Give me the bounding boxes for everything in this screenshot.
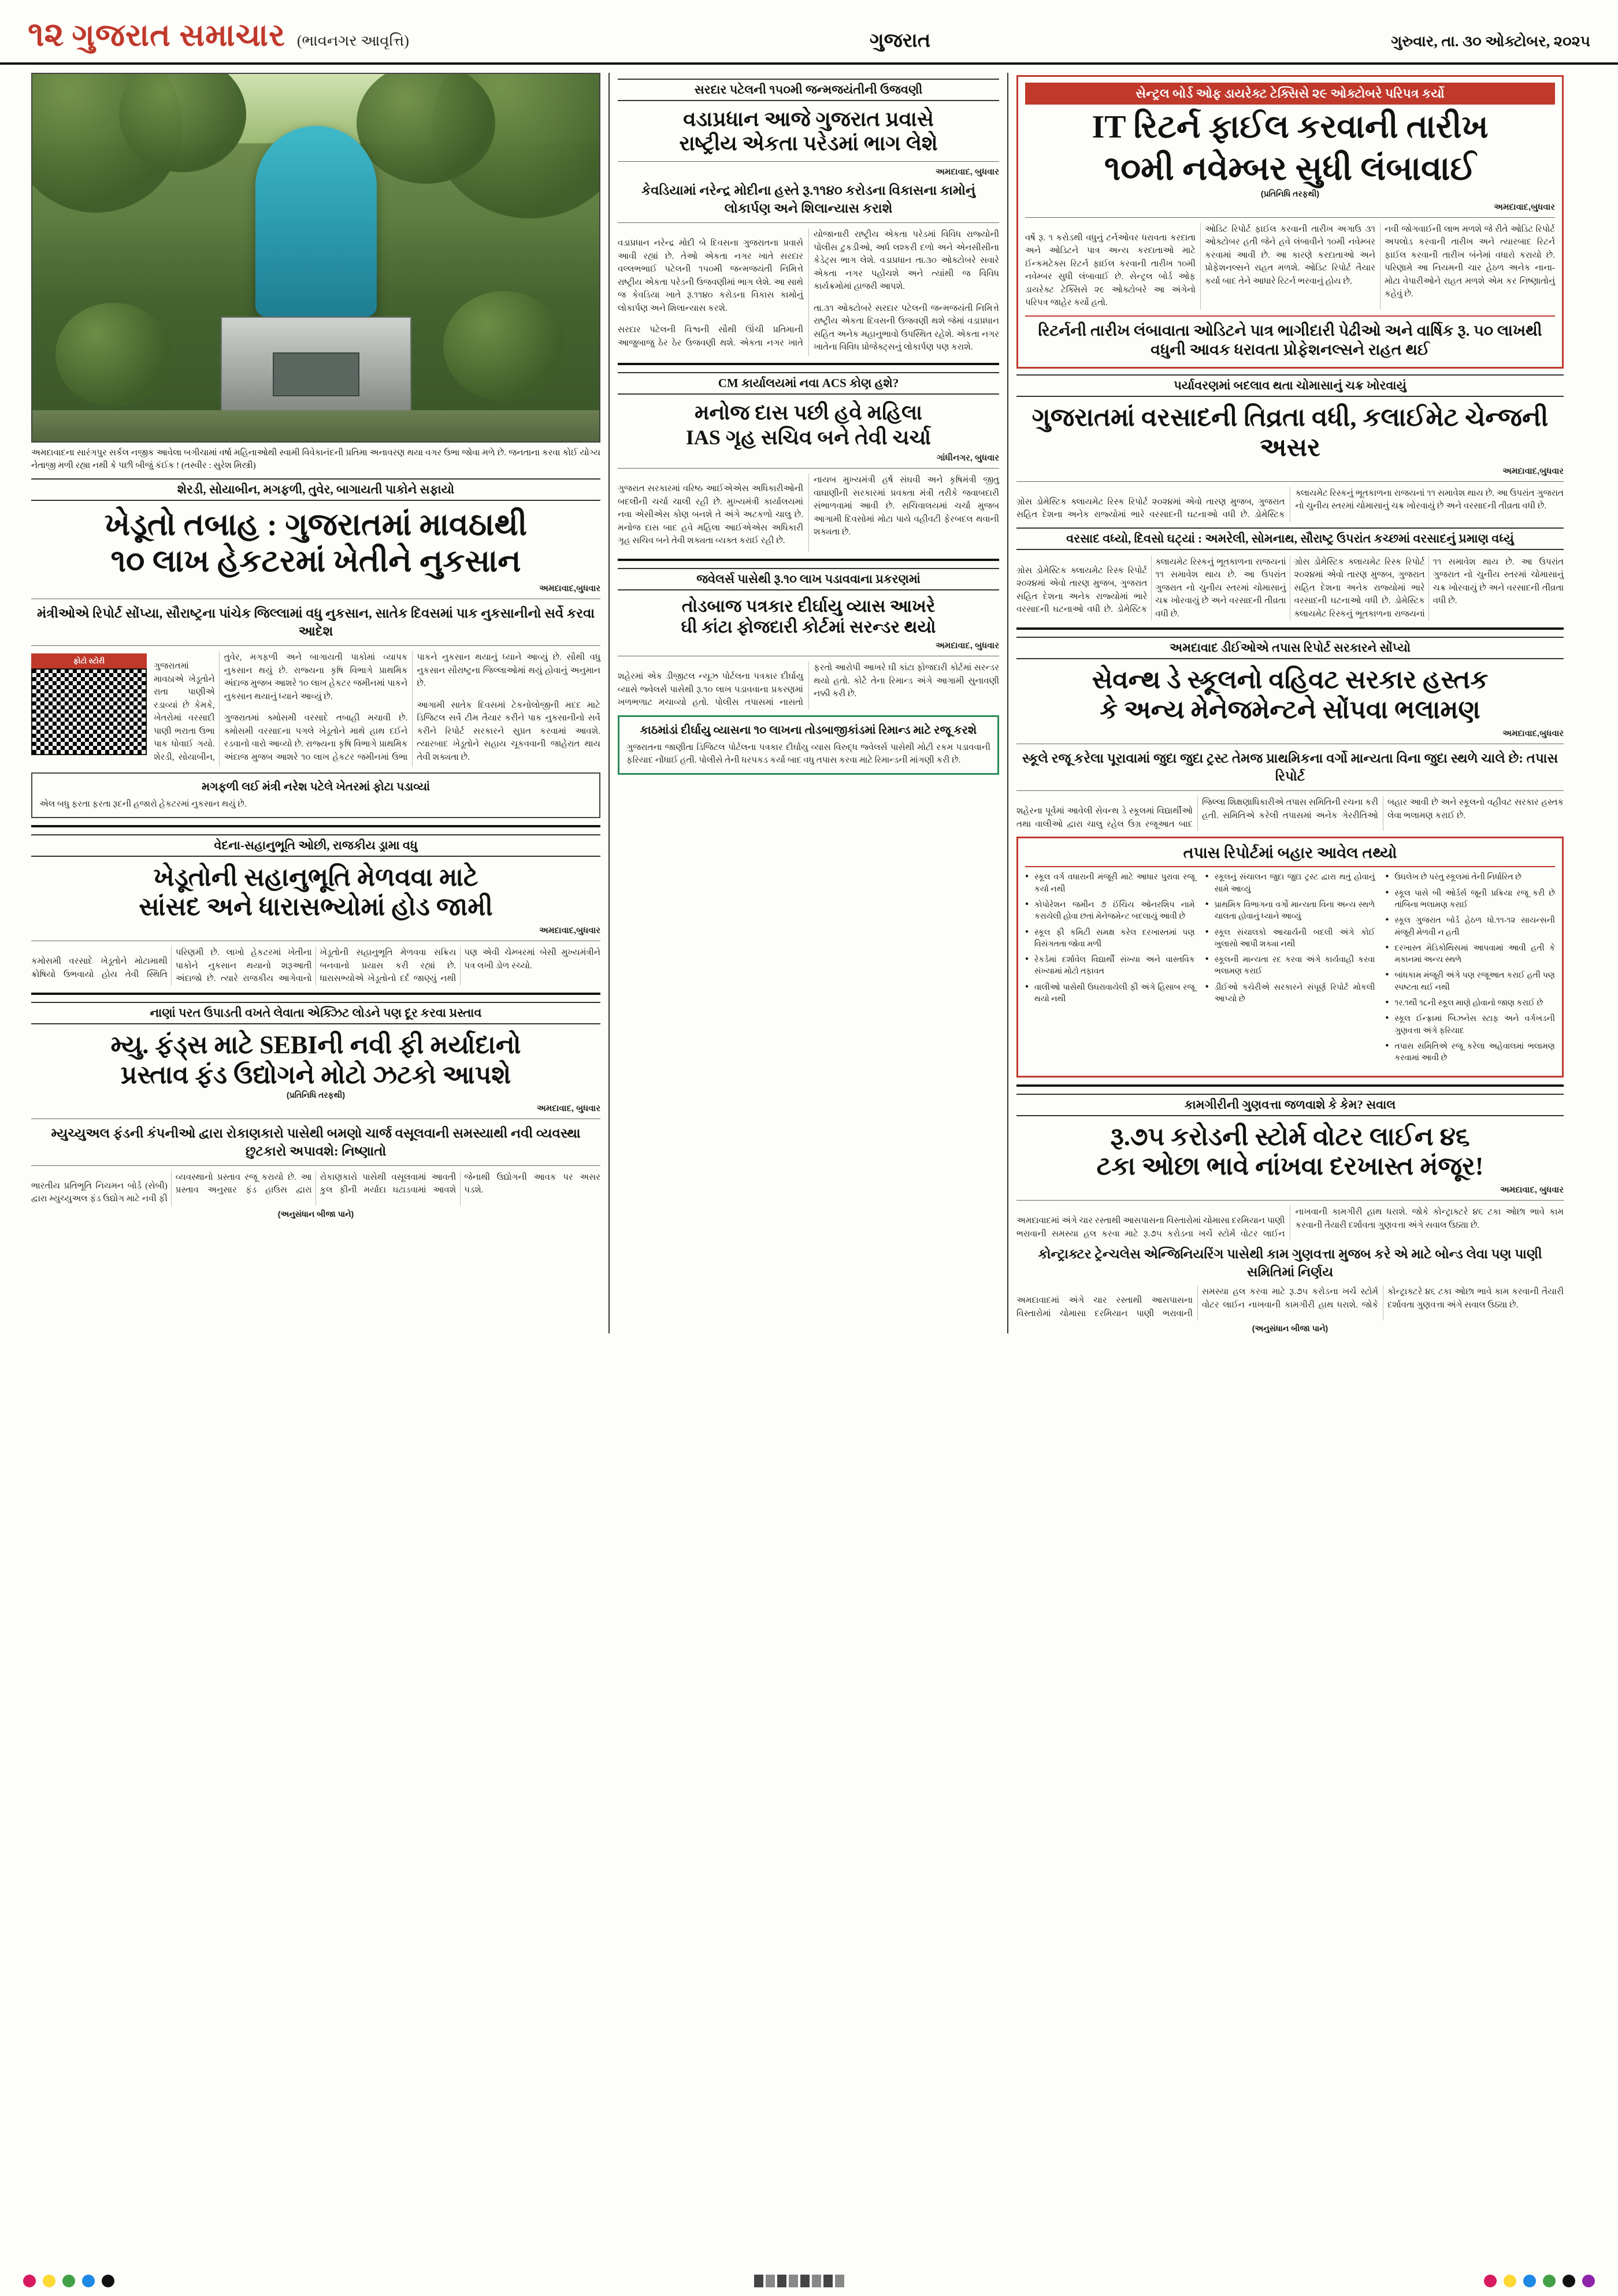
subhead-farmers: મંત્રીઓએ રિપોર્ટ સોંપ્યા, સૌરાષ્ટ્રના પાંચેક જિલ્લામાં વધુ નુકસાન, સાતેક દિવસમાં પાક નુકસાનીનો સર્વે કરવા આદેશ xyxy=(36,605,595,638)
page-number: ૧૨ xyxy=(28,16,64,53)
kicker-pm-visit: સરદાર પટેલની ૧૫૦મી જન્મજયંતીની ઉજવણી xyxy=(618,79,999,101)
list-item: ● સ્કૂલ વર્ગ વધારાની મંજૂરી માટે આધાર પુરાવા રજૂ કર્યા નથી xyxy=(1025,872,1195,896)
headline-farmers-line2: ૧૦ લાખ હેકટરમાં ખેતીને નુકસાન xyxy=(110,544,521,579)
inquiry-findings-list-3 xyxy=(1385,872,1555,1068)
article-paragraph: સરદાર પટેલની વિશ્વની સૌથી ઊંચી પ્રતિમાની આજુબાજુ ઠેર ઠેર ઉજવણી થશે. એકતા નગર ખાતે યોજાનારી રાષ્ટ્રીય એકતા પરેડમાં વિવિધ રાજ્યોની પોલીસ ટુકડીઓ, અર્ધ લશ્કરી દળો અને એનસીસીના કેડેટ્સ ભાગ લેશે. વડાપ્રધાન તા.૩૦ ઓક્ટોબરે સવારે એકતા નગર પહોંચશે અને ત્યાંથી જ વિવિધ કાર્યક્રમોમાં હાજરી આપશે. xyxy=(618,230,999,348)
article-journalist-body xyxy=(618,662,999,709)
kicker-storm-line: કામગીરીની ગુણવત્તા જળવાશે કે કેમ? સવાલ xyxy=(1016,1094,1564,1116)
qr-code-icon[interactable] xyxy=(31,668,147,755)
kicker-farmers: શેરડી, સોયાબીન, મગફળી, તુવેર, બાગાયતી પાકોને સફાયો xyxy=(31,478,600,501)
box-minister-head: મગફળી લઈ મંત્રી નરેશ પટેલે ખેતરમાં ફોટા પડાવ્યાં xyxy=(201,781,431,794)
article-politics-body xyxy=(31,946,600,986)
article-school-body xyxy=(1016,796,1564,831)
list-item: ● સ્કૂલની માન્યતા રદ કરવા અંગે કાર્યવાહી કરવા ભલામણ કરાઈ xyxy=(1205,954,1375,978)
headline-school-line2: કે અન્ય મેનેજમેન્ટને સોંપવા ભલામણ xyxy=(1100,696,1480,725)
it-footer-highlight: રિટર્નની તારીખ લંબાવાતા ઓડિટને પાત્ર ભાગીદારી પેઢીઓ અને વાર્ષિક રૂ. ૫૦ લાખથી વધુની આવક ધરાવતા પ્રોફેશનલ્સને રાહત થઈ xyxy=(1025,315,1555,361)
article-paragraph: ઓડિટ રિપોર્ટ ફાઈલ કરવાની તારીખ અગાઉ ૩૧ ઓક્ટોબર હતી જેને હવે લંબાવીને ૧૦મી નવેમ્બર કરવામાં આવી છે. આ કારણે કરદાતાઓ અને પ્રોફેશનલ્સને રાહત મળશે. ઓડિટ રિપોર્ટ તૈયાર કર્યા બાદ તેને આધારે રિટર્ન ભરવાનું હોય છે. xyxy=(1205,224,1375,286)
lead-photo-block xyxy=(31,73,600,473)
headline-pm-line1: વડાપ્રધાન આજે ગુજરાત પ્રવાસે xyxy=(683,107,934,131)
headline-politics-line2: સાંસદ અને ધારાસભ્યોમાં હોડ જામી xyxy=(139,893,493,922)
subhead-pm: કેવડિયામાં નરેન્દ્ર મોદીના હસ્તે રૂ.૧૧૪૦ કરોડના વિકાસના કામોનું લોકાર્પણ અને શિલાન્યાસ કરાશે xyxy=(641,183,975,216)
list-item: ● રેકર્ડમાં દર્શાવેલ વિદ્યાર્થી સંખ્યા અને વાસ્તવિક સંખ્યામાં મોટો તફાવત xyxy=(1025,954,1195,978)
list-item: ● સ્કૂલ સંચાલકો આચાર્યની બદલી અંગે કોઈ ખુલાસો આપી શક્યા નથી xyxy=(1205,927,1375,951)
headline-storm-line1: રૂ.૭૫ કરોડની સ્ટોર્મ વોટર લાઈન ૪૬ xyxy=(1110,1122,1470,1151)
headline-pm-line2: રાષ્ટ્રીય એકતા પરેડમાં ભાગ લેશે xyxy=(679,132,938,155)
article-it-body xyxy=(1025,223,1555,310)
kicker-acs: CM કાર્યાલયમાં નવા ACS કોણ હશે? xyxy=(618,372,999,395)
photo-caption xyxy=(31,447,600,473)
registration-bars xyxy=(754,2275,844,2287)
article-paragraph: ગ્રોસ ડોમેસ્ટિક ક્લાયમેટ રિસ્ક રિપોર્ટ ૨૦૨૪માં એવો તારણ મુજબ, ગુજરાત સહિત દેશના અનેક રાજ્યોમાં ભારે વરસાદની ઘટનાઓ વધી છે. ડોમેસ્ટિક ક્લાયમેટ રિસ્કનું ભૂતકાળના રાજયનાં ૧૧ સમાવેશ થાય છે. આ ઉપરાંત ગુજરાત નો ચુનીય સ્તરમાં ચોમાસાનું ચક્ર ખોરવાયું છે અને વરસાદની તીવ્રતા વધી છે. xyxy=(1016,557,1286,619)
inquiry-findings-list-2 xyxy=(1205,872,1375,1068)
headline-acs-line1: મનોજ દાસ પછી હવે મહિલા xyxy=(694,401,923,425)
article-pm-body xyxy=(618,228,999,356)
kicker-sebi: નાણાં પરત ઉપાડતી વખતે લેવાતા એક્ઝિટ લોડને પણ દૂર કરવા પ્રસ્તાવ xyxy=(31,1002,600,1024)
byline-sebi: અમદાવાદ, બુધવાર xyxy=(536,1103,600,1113)
headline-it-line2: ૧૦મી નવેમ્બર સુધી લંબાવાઈ xyxy=(1104,149,1476,187)
qr-block xyxy=(31,653,147,755)
byline-farmers: અમદાવાદ,બુધવાર xyxy=(539,583,600,593)
article-paragraph: આગામી સાતેક દિવસમાં ટેકનોલોજીની મદદ માટે ડિજિટલ સર્વે ટીમ તૈયાર કરીને પાક નુકસાનીનો સર્વે કરીને રિપોર્ટ સરકારને સુપ્રત કરવામાં આવશે. ત્યારબાદ ખેડૂતોને સહાય ચૂકવવાની જાહેરાત થાય તેવી શક્યતા છે. xyxy=(417,700,600,762)
headline-it-line1: IT રિટર્ન ફાઈલ કરવાની તારીખ xyxy=(1092,109,1489,145)
list-item: ● પ્રાથમિક વિભાગના વર્ગો માન્યતા વિના અન્ય સ્થળે ચાલતા હોવાનું ધ્યાને આવ્યું xyxy=(1205,900,1375,923)
box-remand-head: કાઠમાંડાં દીર્ઘાયુ વ્યાસના ૧૦ લાખના તોડબાજીકાંડમાં રિમાન્ડ માટે રજૂ કરશે xyxy=(640,723,977,737)
headline-storm-line2: ટકા ઓછા ભાવે નાંખવા દરખાસ્ત મંજૂર! xyxy=(1096,1152,1484,1181)
article-storm-intro xyxy=(1016,1206,1564,1240)
article-paragraph: વડાપ્રધાન નરેન્દ્ર મોદી બે દિવસના ગુજરાતના પ્રવાસે આવી રહ્યાં છે. તેઓ એકતા નગર ખાતે સરદાર વલ્લભભાઈ પટેલની ૧૫૦મી જન્મજયંતી નિમિત્તે રાષ્ટ્રીય એકતા પરેડની ઉજવણીમાં ભાગ લેશે. આ સાથે જ કેવડિયા ખાતે રૂ.૧૧૪૦ કરોડના વિકાસ કામોનું લોકાર્પણ અને શિલાન્યાસ કરશે. xyxy=(618,239,803,313)
article-paragraph: નવી જોગવાઈની લાભ મળશે જે રીતે ઓડિટ રિપોર્ટ અપલોડ કરવાની તારીખ અને ત્યારબાદ રિટર્ન ફાઈલ કરવાની તારીખ બંનેમાં વધારો કરાયો છે. પરિણામે આ નિયમની ચાર હેઠળ અનેક નાના-મોટા વેપારીઓને રાહત મળશે એમ કર નિષ્ણાતોનું કહેવું છે. xyxy=(1385,224,1555,299)
masthead xyxy=(0,0,1618,65)
article-paragraph: વર્ષે રૂ. ૧ કરોડથી વધુનું ટર્નઓવર ધરાવતા કરદાતા અને ઓડિટને પાત્ર અન્ય કરદાતાઓ માટે ઈન્કમટેક્સ રિટર્ન ફાઈલ કરવાની તારીખ ૧૦મી નવેમ્બર સુધી લંબાવાઈ છે. સેન્ટ્રલ બોર્ડ ઓફ ડાયરેક્ટ ટેક્સિસે ૨૯ ઓક્ટોબરે આ અંગેનો પરિપત્ર જાહેર કર્યો હતો. xyxy=(1025,233,1196,308)
list-item: ● સ્કૂલ પાસે બી ઓર્ડર્સ જૂની પ્રક્રિયા રજૂ કરી છે તાંબિના ભલામણ કરાઈ xyxy=(1385,888,1555,912)
headline-sebi-line1: મ્યુ. ફંડ્સ માટે SEBIની નવી ફી મર્યાદાનો xyxy=(110,1030,521,1059)
byline-climate: અમદાવાદ,બુધવાર xyxy=(1502,466,1564,476)
page-body xyxy=(0,65,1618,1333)
list-item: ● સ્કૂલ ઈન્ફ્રામાં બિઝનેસ સ્ટાફ અને વર્ગખંડની ગુણવત્તા અંગે ફરિયાદ xyxy=(1385,1013,1555,1037)
registration-dots-right xyxy=(1484,2275,1595,2287)
strap-cbdt: સેન્ટ્રલ બોર્ડ ઓફ ડાયરેક્ટ ટેક્સિસે ૨૯ ઓક્ટોબરે પરિપત્ર કર્યો xyxy=(1025,83,1555,105)
headline-farmers-line1: ખેડૂતો તબાહ : ગુજરાતમાં માવઠાથી xyxy=(104,507,528,542)
kicker-school: અમદાવાદ ડીઈઓએ તપાસ રિપોર્ટ સરકારને સોંપ્યો xyxy=(1016,637,1564,659)
photo-caption-text: અમદાવાદના સારંગપુર સર્કલ નજીક આવેલા બગીચામાં વર્ષા મહિનાઓથી સ્વામી વિવેકાનંદની પ્રતિમા અનાવરણ થયા વગર ઉભા જોવા મળે છે. જનતાના કરવા કોઈ યોગ્ય નેતાજી મળી રહ્યા નથી કે પછી બીજું કંઈક ! xyxy=(31,448,600,470)
subhead-sebi: મ્યુચ્યુઅલ ફંડની કંપનીઓ દ્વારા રોકાણકારો પાસેથી બમણો ચાર્જ વસૂલવાની સમસ્યાથી નવી વ્યવસ્થા છુટકારો અપાવશે: નિષ્ણાતો xyxy=(51,1125,581,1158)
article-paragraph: ગુજરાતમાં માવઠાએ ખેડૂતોને રાતા પાણીએ રડાવ્યાં છે કેમકે, ખેતરોમાં વરસાદી પાણી ભરાતા ઉભા પાક ધોવાઈ ગયો. શેરડી, સોયાબીન, તુવેર, મગફળી અને બાગાયતી પાકોમાં વ્યાપક નુકસાન થયું છે. રાજ્યના કૃષિ વિભાગે પ્રાથમિક અંદાજ મુજબ આશરે ૧૦ લાખ હેકટર જમીનમાં પાકને નુકસાન થયાનું ધ્યાને આવ્યું છે. xyxy=(154,653,408,762)
column-right xyxy=(1008,73,1572,1333)
byline-it: અમદાવાદ,બુધવાર xyxy=(1494,202,1555,212)
headline-sebi-line2: પ્રસ્તાવ ફંડ ઉદ્યોગને મોટો ઝટકો આપશે xyxy=(120,1060,511,1089)
article-paragraph: કમોસમી વરસાદે ખેડૂતોને મોટામાથી ક્રોષિયો ઉભવાયો હોય તેવી સ્થિતિ પરિણમી છે. લાખો હેકટરમાં ખેતીના પાકોને નુકસાન થયાનો શરૂઆતી અંદાજો છે. ત્યારે રાજકીય આગેવાનો ખેડૂતોની સહાનુભૂતિ મેળવવા સક્રિય બનવાનો પ્રયાસ કરી રહ્યાં છે. ધારાસભ્યોએ ખેડૂતોનો દર્દ જાણ્યું નથી પણ એવી ચેમ્બરમાં બેસી મુખ્યમંત્રીને પત્ર લખી ડોળ રચ્યો. xyxy=(31,948,600,984)
headline-journalist-line2: ઘી કાંટા ફોજદારી કોર્ટમાં સરન્ડર થયો xyxy=(681,617,936,637)
list-item: ● સ્કૂલ ફી કમિટી સમક્ષ કરેલ દરખાસ્તમાં પણ વિસંગતતા જોવા મળી xyxy=(1025,927,1195,951)
kicker-politics: વેદના-સહાનુભૂતિ ઓછી, રાજકીય ડ્રામા વધુ xyxy=(31,834,600,857)
column-left xyxy=(23,73,610,1333)
article-storm-body xyxy=(1016,1286,1564,1320)
it-source-note: (પ્રતિનિધિ તરફથી) xyxy=(1260,188,1320,198)
subhead-school: સ્કૂલે રજૂ કરેલા પૂરાવામાં જુદા જુદા ટ્રસ્ટ તેમજ પ્રાથમિકના વર્ગો માન્યતા વિના જુદા સ્થળે ચાલે છે: તપાસ રિપોર્ટ xyxy=(1022,751,1558,784)
byline-pm: અમદાવાદ, બુધવાર xyxy=(935,166,999,177)
date-line: ગુરુવાર, તા. ૩૦ ઓક્ટોબર, ૨૦૨૫ xyxy=(1391,33,1590,50)
byline-journalist: અમદાવાદ, બુધવાર xyxy=(935,641,999,651)
box-minister-photo-note xyxy=(31,772,600,818)
article-paragraph: અમદાવાદમાં અંગે ચાર રસ્તાથી આસપાસના વિસ્તારોમાં ચોમાસા દરમિયાન પાણી ભરાવાની સમસ્યા હલ કરવા માટે રૂ.૭૫ કરોડના ખર્ચે સ્ટોર્મ વોટર લાઈન નાખવાની કામગીરી હાથ ધરાશે. જોકે કોન્ટ્રાક્ટરે ૪૬ ટકા ઓછા ભાવે કામ કરવાની તૈયારી દર્શાવતા ગુણવત્તા અંગે સવાલ ઉઠ્યા છે. xyxy=(1016,1287,1564,1318)
qr-caption: ફોટો સ્ટોરી xyxy=(31,653,147,668)
article-paragraph: અમદાવાદમાં અંગે ચાર રસ્તાથી આસપાસના વિસ્તારોમાં ચોમાસા દરમિયાન પાણી ભરાવાની સમસ્યા હલ કરવા માટે રૂ.૭૫ કરોડના ખર્ચે સ્ટોર્મ વોટર લાઈન નાખવાની કામગીરી હાથ ધરાશે. જોકે કોન્ટ્રાક્ટરે ૪૬ ટકા ઓછા ભાવે કામ કરવાની તૈયારી દર્શાવતા ગુણવત્તા અંગે સવાલ ઉઠ્યા છે. xyxy=(1016,1208,1564,1239)
masthead-left xyxy=(28,15,409,54)
headline-climate: ગુજરાતમાં વરસાદની તિવ્રતા વધી, કલાઈમેટ ચેન્જની અસર xyxy=(1031,403,1549,462)
byline-politics: અમદાવાદ,બુધવાર xyxy=(539,926,600,936)
byline-school: અમદાવાદ,બુધવાર xyxy=(1502,729,1564,739)
article-climate-intro xyxy=(1016,487,1564,522)
list-item: ● સ્કૂલ ગુજરાત બોર્ડ હેઠળ ધો.૧૧-૧૨ સાયન્સની મંજૂરી મેળવી ન હતી xyxy=(1385,915,1555,939)
box-inquiry-findings xyxy=(1016,837,1564,1077)
list-item: ● વાલીઓ પાસેથી ઉઘરાવાયેલી ફી અંગે હિસાબ રજૂ થયો નથી xyxy=(1025,982,1195,1006)
kicker-rain-stats: વરસાદ વધ્યો, દિવસો ઘટ્યાં : અમરેલી, સોમનાથ, સૌરાષ્ટ્ર ઉપરાંત કચ્છમાં વરસાદનું પ્રમાણ વધ્યું xyxy=(1016,527,1564,550)
paper-name: ગુજરાત સમાચાર xyxy=(72,18,285,53)
article-paragraph: શહેરમાં એક ડીજીટલ ન્યૂઝ પોર્ટલના પત્રકાર દીર્ઘાયુ વ્યાસે જ્વેલર્સ પાસેથી રૂ.૧૦ લાખ પડાવવાના પ્રકરણમાં ખળભળાટ મચાવ્યો હતો. પોલીસ તપાસમાં નાસતો ફરતો આરોપી આખરે ઘી કાંટા ફોજદારી કોર્ટમાં સરન્ડર થયો હતો. કોર્ટે તેના રિમાન્ડ અંગે આગામી સુનાવણી નક્કી કરી છે. xyxy=(618,663,999,707)
list-item: ● કોપોરેશન જમીન ૭ ઈંચિય ઓનરશિપ નામે કરાયેલી હોવા છતાં મેનેજમેન્ટ બદલાયું આવી છે xyxy=(1025,900,1195,923)
list-item: ● તપાસ સમિતિએ રજૂ કરેલા અહેવાલમાં ભલામણ કરવામાં આવી છે xyxy=(1385,1041,1555,1065)
continuation-note-right: (અનુસંધાન બીજા પાને) xyxy=(1252,1324,1328,1333)
list-item: ● ડીઈઓ કચેરીએ સરકારને સંપૂર્ણ રિપોર્ટ મોકલી આપ્યો છે xyxy=(1205,982,1375,1006)
list-item: ● ૧ર.૧થી ૧૮ની સ્કૂલ માણે હોવાનો જાણ કરાઈ છે xyxy=(1385,998,1555,1009)
article-paragraph: નાયબ મુખ્યમંત્રી હર્ષ સંઘવી અને કૃષિમંત્રી જીતુ વાઘાણીની સરકારમાં પ્રવક્તા મંત્રી તરીકે જવાબદારી સંભાળવામાં આવી છે. સચિવાલયમાં ચર્ચા મુજબ આગામી દિવસોમાં મોટા પાયે વહીવટી ફેરબદલ થવાની શક્યતા છે. xyxy=(814,475,999,537)
photo-credit: (તસ્વીર : સુરેશ મિસ્ત્રી) xyxy=(181,460,256,470)
headline-politics-line1: ખેડૂતોની સહાનુભૂતિ મેળવવા માટે xyxy=(153,863,478,891)
page-footer xyxy=(0,2266,1618,2296)
column-middle xyxy=(610,73,1008,1333)
article-acs-body xyxy=(618,474,999,552)
article-paragraph: ગુજરાતમાં ક્મોસમી વરસાદે તબાહી મચાવી છે. ક્મોસમી વરસાદના પગલે ખેડૂતોને માથે હાથ દઈને રડવાનો વારો આવ્યો છે. રાજ્યના કૃષિ વિભાગે પ્રાથમિક અંદાજ મુજબ આશરે ૧૦ લાખ હેકટર જમીનમાં ઉભા પાકને નુકસાન થયાનું ધ્યાને આવ્યું છે. સૌથી વધુ નુકસાન સૌરાષ્ટ્રના જિલ્લાઓમાં થયું હોવાનું અનુમાન છે. xyxy=(224,653,600,762)
kicker-journalist: જવેલર્સ પાસેથી રૂ.૧૦ લાખ પડાવવાના પ્રકરણમાં xyxy=(618,568,999,590)
article-paragraph: ગ્રોસ ડોમેસ્ટિક ક્લાયમેટ રિસ્ક રિપોર્ટ ૨૦૨૪માં એવો તારણ મુજબ, ગુજરાત સહિત દેશના અનેક રાજ્યોમાં ભારે વરસાદની ઘટનાઓ વધી છે. ડોમેસ્ટિક ક્લાયમેટ રિસ્કનું ભૂતકાળના રાજયનાં ૧૧ સમાવેશ થાય છે. આ ઉપરાંત ગુજરાત નો ચુનીય સ્તરમાં ચોમાસાનું ચક્ર ખોરવાયું છે અને વરસાદની તીવ્રતા વધી છે. xyxy=(1294,557,1564,619)
edition-label: (ભાવનગર આવૃત્તિ) xyxy=(296,32,409,49)
photo-statue-vivekananda xyxy=(31,73,600,443)
article-paragraph: તા.૩૧ ઓક્ટોબરે સરદાર પટેલની જન્મજયંતી નિમિત્તે રાષ્ટ્રીય એકતા દિવસની ઉજવણી થશે જેમાં વડાપ્રધાન સહિત અનેક મહાનુભાવો ઉપસ્થિત રહેશે. એકતા નગર ખાતેના વિવિધ પ્રોજેક્ટ્સનું લોકાર્પણ પણ કરાશે. xyxy=(814,303,999,352)
box-minister-text: એલ બધુ ફરતા ફરતા રૂદની હજારો હેકટરમાં નુકસાન થયું છે. xyxy=(39,800,247,809)
box-remand-text: ગુજરાતના જાણીતા ડિજિટલ પોર્ટલના પત્રકાર દીર્ઘાયુ વ્યાસ વિરુદ્ધ જ્વેલર્સ પાસેથી મોટી રકમ પડાવવાની ફરિયાદ નોંધાઈ હતી. પોલીસે તેની ધરપકડ કર્યા બાદ વધુ તપાસ કરવા માટે રિમાન્ડની માંગણી કરી છે. xyxy=(626,742,990,765)
article-sebi-body xyxy=(31,1171,600,1206)
article-paragraph: શહેરના પૂર્વમાં આવેલી સેવન્થ ડે સ્કૂલમાં વિદ્યાર્થીઓ તથા વાલીઓ દ્વારા ચાલુ રહેલ ઉગ્ર રજૂઆત બાદ જિલ્લા શિક્ષણાધિકારીએ તપાસ સમિતિની રચના કરી હતી. સમિતિએ કરેલી તપાસમાં અનેક ગેરરીતિઓ બહાર આવી છે અને સ્કૂલનો વહીવટ સરકાર હસ્તક લેવા ભલામણ કરાઈ છે. xyxy=(1016,798,1564,829)
headline-acs-line2: IAS ગૃહ સચિવ બને તેવી ચર્ચા xyxy=(685,425,932,449)
headline-school-line1: સેવન્થ ડે સ્કૂલનો વહિવટ સરકાર હસ્તક xyxy=(1092,666,1489,694)
byline-acs: ગાંધીનગર, બુધવાર xyxy=(937,453,999,463)
article-paragraph: ભારતીય પ્રતિભૂતિ નિયમન બોર્ડ (સેબી) દ્વારા મ્યુચ્યુઅલ ફંડ ઉદ્યોગ માટે નવી ફી વ્યવસ્થાનો પ્રસ્તાવ રજૂ કરાયો છે. આ પ્રસ્તાવ અનુસાર ફંડ હાઉસ દ્વારા રોકાણકારો પાસેથી વસૂલવામાં આવતી કુલ ફીની મર્યાદા ઘટાડવામાં આવશે જેનાથી ઉદ્યોગની આવક પર અસર પડશે. xyxy=(31,1172,600,1204)
list-item: ● ઉઘલેખ છે પરંતુ સ્કૂલમાં તેની નિર્ધારિત છે xyxy=(1385,872,1555,883)
subhead-storm: કોન્ટ્રાક્ટર ટ્રેન્ચલેસ એન્જિનિયરિંગ પાસેથી કામ ગુણવત્તા મુજબ કરે એ માટે બોન્ડ લેવા પણ પાણી સમિતિમાં નિર્ણય xyxy=(1038,1247,1542,1280)
article-paragraph: ગુજરાત સરકારમાં વરિષ્ઠ આઈએએસ અધિકારીઓની બદલીની ચર્ચા ચાલી રહી છે. મુખ્યમંત્રી કાર્યાલયમાં નવા એસીએસ કોણ બનશે તે અંગે અટકળો ચાલુ છે. મનોજ દાસ બાદ હવે મહિલા આઈએએસ અધિકારી ગૃહ સચિવ બને તેવી શક્યતા વ્યક્ત કરાઈ રહી છે. xyxy=(618,484,803,546)
continuation-note-left: (અનુસંધાન બીજા પાને) xyxy=(277,1209,354,1218)
headline-journalist-line1: તોડબાજ પત્રકાર દીર્ઘાયુ વ્યાસ આખરે xyxy=(681,597,936,616)
kicker-climate: પર્યાવરણમાં બદલાવ થતા ચોમાસાનું ચક્ર ખોરવાયું xyxy=(1016,374,1564,397)
box-journalist-remand xyxy=(618,715,999,775)
sebi-source-note: (પ્રતિનિધિ તરફથી) xyxy=(286,1090,346,1099)
list-item: ● દરખાસ્ત મેડિકોથિસમાં આપવામાં આવી હતી કે મકાનમાં અન્ય સ્થળે xyxy=(1385,943,1555,967)
article-paragraph: ગ્રોસ ડોમેસ્ટિક ક્લાયમેટ રિસ્ક રિપોર્ટ ૨૦૨૪માં એવો તારણ મુજબ, ગુજરાત સહિત દેશના અનેક રાજ્યોમાં ભારે વરસાદની ઘટનાઓ વધી છે. ડોમેસ્ટિક ક્લાયમેટ રિસ્કનું ભૂતકાળના રાજયનાં ૧૧ સમાવેશ થાય છે. આ ઉપરાંત ગુજરાત નો ચુનીય સ્તરમાં ચોમાસાનું ચક્ર ખોરવાયું છે અને વરસાદની તીવ્રતા વધી છે. xyxy=(1016,488,1564,520)
section-title: ગુજરાત xyxy=(869,30,931,51)
inquiry-findings-head: તપાસ રિપોર્ટમાં બહાર આવેલ તથ્યો xyxy=(1025,844,1555,867)
registration-dots-left xyxy=(23,2275,114,2287)
list-item: ● સ્કૂલનું સંચાલન જુદા જુદા ટ્રસ્ટ દ્વારા થતું હોવાનું સામે આવ્યું xyxy=(1205,872,1375,896)
article-climate-body xyxy=(1016,556,1564,621)
list-item: ● બાંધકામ મંજૂરી અંગે પણ રજૂઆત કરાઈ હતી પણ સ્પષ્ટતા થઈ નથી xyxy=(1385,970,1555,994)
article-farmers-body xyxy=(31,651,600,767)
box-it-return xyxy=(1016,75,1564,369)
inquiry-findings-list-1 xyxy=(1025,872,1195,1068)
byline-storm: અમદાવાદ, બુધવાર xyxy=(1500,1185,1564,1195)
